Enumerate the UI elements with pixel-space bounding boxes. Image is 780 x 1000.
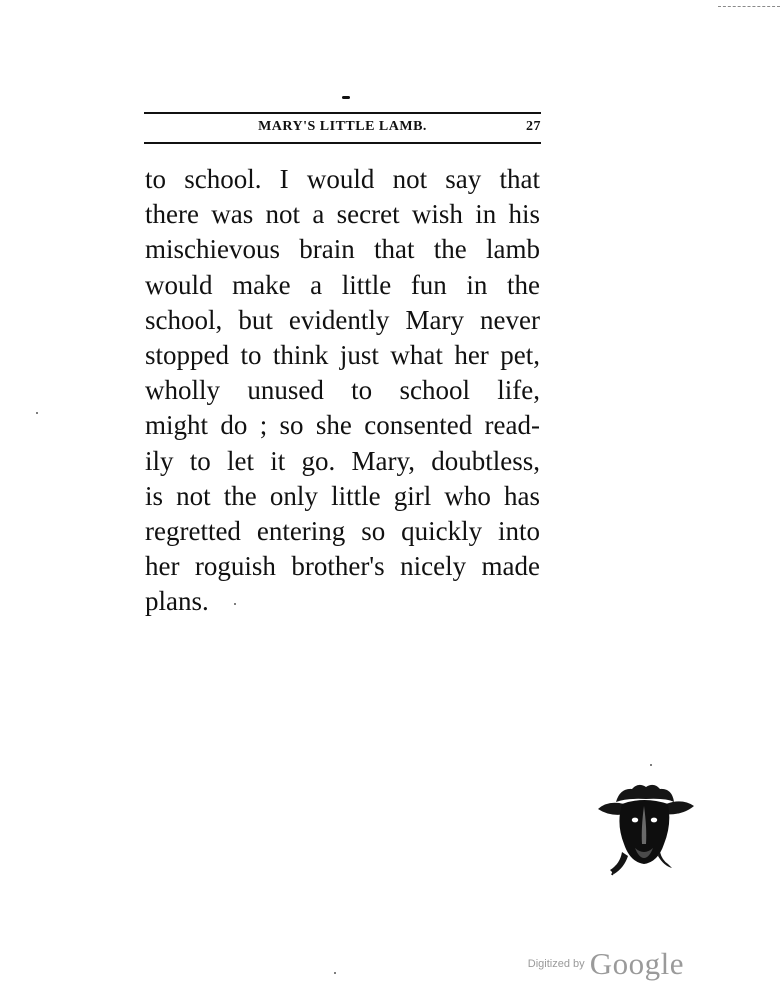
body-line: her roguish brother's nicely made [145, 551, 540, 582]
body-line: wholly unused to school life, [145, 375, 540, 406]
running-title: MARY'S LITTLE LAMB. [258, 119, 427, 134]
print-tick-mark [342, 96, 350, 99]
body-line: might do ; so she consented read- [145, 410, 540, 441]
header-rule-bottom [144, 142, 541, 144]
body-line-last: plans. [145, 586, 209, 617]
body-line: is not the only little girl who has [145, 480, 540, 511]
body-line: would make a little fun in the [145, 269, 540, 300]
page-number: 27 [526, 119, 541, 134]
header-rule-top [144, 112, 541, 114]
body-line: there was not a secret wish in his [145, 199, 540, 230]
watermark-prefix: Digitized by [527, 958, 585, 970]
scan-corner-mark [718, 0, 780, 7]
watermark-brand: Google [589, 946, 684, 981]
body-line: mischievous brain that the lamb [145, 234, 540, 265]
body-line: to school. I would not say that [145, 164, 540, 194]
scan-speck [650, 764, 652, 766]
scan-speck [234, 603, 236, 605]
body-line: stopped to think just what her pet, [145, 339, 540, 370]
lamb-head-icon [594, 776, 698, 876]
digitized-watermark [528, 946, 684, 982]
scan-speck [36, 412, 38, 414]
body-line: ily to let it go. Mary, doubtless, [145, 445, 540, 476]
body-text [145, 162, 540, 619]
body-line: school, but evidently Mary never [145, 304, 540, 335]
body-line: regretted entering so quickly into [145, 515, 540, 546]
scan-speck [334, 972, 336, 974]
running-head [144, 117, 541, 139]
